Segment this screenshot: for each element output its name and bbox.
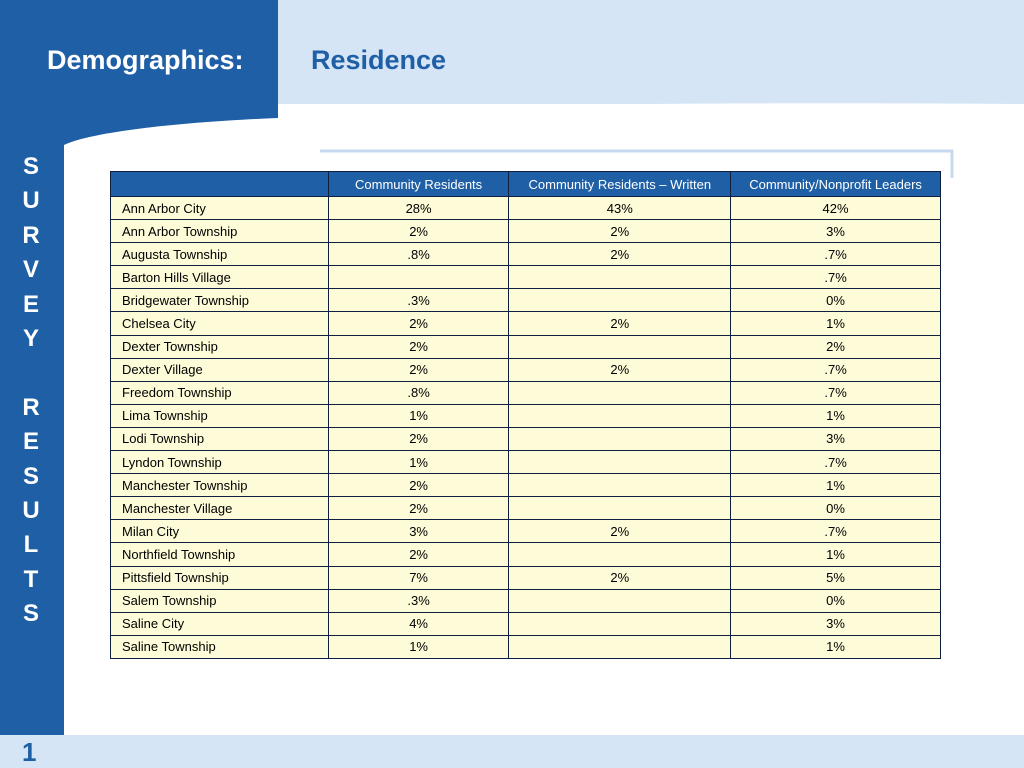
table-cell-value: 43% bbox=[509, 197, 731, 220]
table-cell-value: 2% bbox=[328, 358, 509, 381]
table-cell-value: 2% bbox=[328, 543, 509, 566]
table-row bbox=[111, 566, 941, 589]
sidebar-letter: E bbox=[22, 290, 39, 318]
table-cell-value: 1% bbox=[731, 635, 941, 658]
sidebar-letter: U bbox=[22, 496, 40, 524]
table-cell-value: 3% bbox=[731, 427, 941, 450]
table-cell-place: Augusta Township bbox=[111, 243, 329, 266]
table-cell-value bbox=[509, 289, 731, 312]
table-row bbox=[111, 451, 941, 474]
table-row bbox=[111, 381, 941, 404]
table-cell-value: 0% bbox=[731, 289, 941, 312]
table-row bbox=[111, 197, 941, 220]
table-cell-value: 2% bbox=[328, 335, 509, 358]
table-cell-value: 1% bbox=[731, 543, 941, 566]
column-header-community-residents: Community Residents bbox=[328, 172, 509, 197]
table-cell-value bbox=[509, 451, 731, 474]
table-cell-place: Lodi Township bbox=[111, 427, 329, 450]
table-cell-value: 2% bbox=[509, 566, 731, 589]
sidebar-letter: V bbox=[22, 256, 39, 284]
column-header-community-nonprofit-leaders: Community/Nonprofit Leaders bbox=[731, 172, 941, 197]
table-cell-place: Dexter Village bbox=[111, 358, 329, 381]
sidebar-letter: R bbox=[22, 393, 40, 421]
table-cell-value bbox=[509, 335, 731, 358]
table-cell-value bbox=[509, 497, 731, 520]
table-cell-place: Salem Township bbox=[111, 589, 329, 612]
table-row bbox=[111, 543, 941, 566]
sidebar-letter: S bbox=[22, 600, 39, 628]
table-cell-value: 0% bbox=[731, 589, 941, 612]
table-cell-value: 1% bbox=[731, 312, 941, 335]
table-cell-value: 2% bbox=[509, 312, 731, 335]
sidebar-letter: S bbox=[22, 462, 39, 490]
table-row bbox=[111, 404, 941, 427]
table-cell-value bbox=[509, 266, 731, 289]
table-cell-value: .7% bbox=[731, 243, 941, 266]
table-row bbox=[111, 220, 941, 243]
table-cell-value: .8% bbox=[328, 381, 509, 404]
table-cell-value bbox=[509, 543, 731, 566]
table-cell-value: 1% bbox=[731, 404, 941, 427]
table-row bbox=[111, 289, 941, 312]
table-cell-value bbox=[509, 427, 731, 450]
table-cell-value: 2% bbox=[328, 474, 509, 497]
table-cell-place: Manchester Township bbox=[111, 474, 329, 497]
table-cell-place: Lima Township bbox=[111, 404, 329, 427]
table-cell-place: Dexter Township bbox=[111, 335, 329, 358]
table-cell-place: Saline City bbox=[111, 612, 329, 635]
table-row bbox=[111, 312, 941, 335]
footer-band bbox=[64, 735, 1024, 768]
table-cell-value: 3% bbox=[328, 520, 509, 543]
table-cell-place: Saline Township bbox=[111, 635, 329, 658]
table-cell-value: 2% bbox=[731, 335, 941, 358]
table-cell-place: Ann Arbor Township bbox=[111, 220, 329, 243]
sidebar-letter: T bbox=[23, 565, 39, 593]
table-cell-value: 2% bbox=[328, 312, 509, 335]
column-header-place bbox=[111, 172, 329, 197]
table-row bbox=[111, 266, 941, 289]
sidebar-letter: E bbox=[22, 428, 39, 456]
table-cell-place: Freedom Township bbox=[111, 381, 329, 404]
table-cell-place: Lyndon Township bbox=[111, 451, 329, 474]
header-title-residence: Residence bbox=[311, 45, 447, 75]
table-cell-value: 3% bbox=[731, 220, 941, 243]
column-header-community-residents-written: Community Residents – Written bbox=[509, 172, 731, 197]
table-cell-value: 2% bbox=[328, 497, 509, 520]
table-cell-value bbox=[509, 635, 731, 658]
table-cell-place: Milan City bbox=[111, 520, 329, 543]
table-cell-value: 0% bbox=[731, 497, 941, 520]
sidebar-letter: L bbox=[23, 531, 39, 559]
table-cell-value: .7% bbox=[731, 358, 941, 381]
table-row bbox=[111, 589, 941, 612]
table-cell-value bbox=[328, 266, 509, 289]
table-row bbox=[111, 474, 941, 497]
table-row bbox=[111, 520, 941, 543]
table-header-row bbox=[111, 172, 941, 197]
table-cell-place: Barton Hills Village bbox=[111, 266, 329, 289]
table-cell-value: 42% bbox=[731, 197, 941, 220]
sidebar-vertical-text bbox=[0, 150, 62, 631]
header-title-demographics: Demographics: bbox=[47, 45, 244, 75]
sidebar-letter: R bbox=[22, 221, 40, 249]
table-cell-value: 2% bbox=[328, 427, 509, 450]
table-row bbox=[111, 612, 941, 635]
table-row bbox=[111, 335, 941, 358]
sidebar-letter: U bbox=[22, 187, 40, 215]
table-row bbox=[111, 358, 941, 381]
table-cell-value: 7% bbox=[328, 566, 509, 589]
table-cell-value bbox=[509, 612, 731, 635]
table-cell-value bbox=[509, 589, 731, 612]
table-cell-value: 1% bbox=[731, 474, 941, 497]
sidebar-letter: S bbox=[22, 153, 39, 180]
table-cell-value: 1% bbox=[328, 404, 509, 427]
table-cell-value bbox=[509, 381, 731, 404]
table-cell-value: 2% bbox=[509, 520, 731, 543]
table-cell-place: Bridgewater Township bbox=[111, 289, 329, 312]
table-cell-value: .7% bbox=[731, 451, 941, 474]
table-cell-value: 2% bbox=[509, 358, 731, 381]
table-row bbox=[111, 427, 941, 450]
table-cell-place: Ann Arbor City bbox=[111, 197, 329, 220]
table-cell-place: Northfield Township bbox=[111, 543, 329, 566]
table-cell-value: .7% bbox=[731, 520, 941, 543]
table-cell-place: Manchester Village bbox=[111, 497, 329, 520]
table-cell-value: 5% bbox=[731, 566, 941, 589]
table-cell-value: 1% bbox=[328, 635, 509, 658]
table-row bbox=[111, 243, 941, 266]
table-cell-value: 1% bbox=[328, 451, 509, 474]
table-cell-value: 2% bbox=[328, 220, 509, 243]
table-cell-value: 2% bbox=[509, 243, 731, 266]
table-cell-value: 2% bbox=[509, 220, 731, 243]
table-cell-value: .8% bbox=[328, 243, 509, 266]
table-cell-value: .3% bbox=[328, 289, 509, 312]
table-row bbox=[111, 497, 941, 520]
table-cell-value: .7% bbox=[731, 266, 941, 289]
table-cell-place: Pittsfield Township bbox=[111, 566, 329, 589]
table-cell-value: .7% bbox=[731, 381, 941, 404]
table-cell-value: .3% bbox=[328, 589, 509, 612]
table-row bbox=[111, 635, 941, 658]
table-cell-value: 4% bbox=[328, 612, 509, 635]
table-cell-value: 3% bbox=[731, 612, 941, 635]
table-cell-value: 28% bbox=[328, 197, 509, 220]
table-cell-place: Chelsea City bbox=[111, 312, 329, 335]
table-cell-value bbox=[509, 404, 731, 427]
page-number: 1 bbox=[22, 737, 37, 767]
table-cell-value bbox=[509, 474, 731, 497]
residence-table bbox=[110, 171, 941, 659]
sidebar-letter: Y bbox=[22, 324, 39, 352]
